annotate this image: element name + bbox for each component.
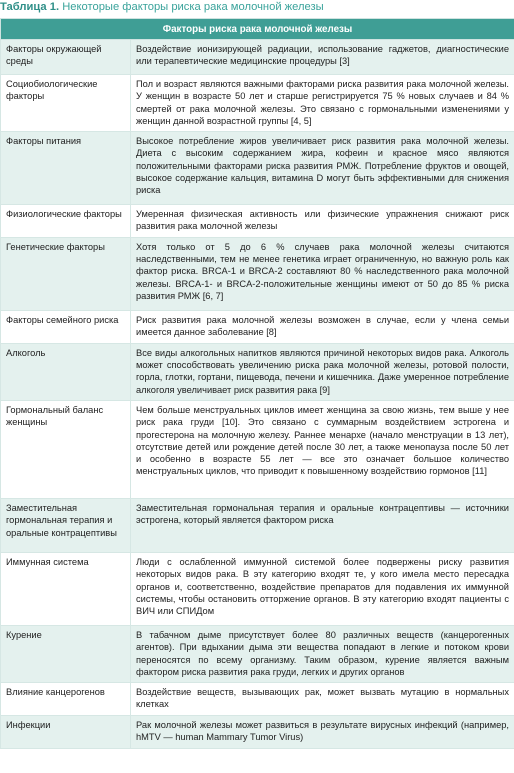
factor-cell: Гормональный баланс женщины <box>1 400 131 498</box>
factor-cell: Факторы питания <box>1 132 131 205</box>
description-cell: Умеренная физическая активность или физические упражнения снижают риск развития рака молочной железы <box>131 205 514 238</box>
table-row <box>1 205 514 238</box>
factor-cell: Инфекции <box>1 716 131 749</box>
description-cell: Воздействие веществ, вызывающих рак, может вызвать мутацию в нормальных клетках <box>131 683 514 716</box>
factor-cell: Факторы семейного риска <box>1 310 131 343</box>
factor-cell: Факторы окружающей среды <box>1 40 131 75</box>
description-cell: Воздействие ионизирующей радиации, использование гаджетов, диагностические или терапевтические медицинские процедуры [3] <box>131 40 514 75</box>
description-cell: Чем больше менструальных циклов имеет женщина за свою жизнь, тем выше у нее риск рака груди [10]. Это связано с суммарным воздействием эстрогена и прогестерона на молочную железу. Раннее менархе (начало менструации в 13 лет), отсутствие детей или рождение детей после 30 лет, а также менопауза после 50 лет и особенно в возрасте 55 лет — все это означает большое количество менструальных циклов, что приводит к повышенному воздействию гормонов [11] <box>131 400 514 498</box>
factor-cell: Заместительная гормональная терапия и оральные контрацептивы <box>1 498 131 552</box>
caption-text: Некоторые факторы риска рака молочной железы <box>62 1 324 13</box>
caption-label: Таблица 1. <box>0 1 60 13</box>
factor-cell: Иммунная система <box>1 552 131 625</box>
factor-cell: Влияние канцерогенов <box>1 683 131 716</box>
table-row <box>1 237 514 310</box>
factor-cell: Физиологические факторы <box>1 205 131 238</box>
description-cell: Пол и возраст являются важными факторами риска развития рака молочной железы. У женщин в возрасте 50 лет и старше регистрируется 75 % новых случаев и 84 % смертей от рака молочной железы. Это связано с гормональными изменениями у женщин данной возрастной группы [4, 5] <box>131 75 514 132</box>
table-row <box>1 552 514 625</box>
risk-factors-table <box>0 18 514 749</box>
factor-cell: Алкоголь <box>1 343 131 400</box>
table-row <box>1 498 514 552</box>
table-row <box>1 310 514 343</box>
table-row <box>1 40 514 75</box>
description-cell: Все виды алкогольных напитков являются причиной некоторых видов рака. Алкоголь может способствовать увеличению риска рака молочной железы, ротовой полости, горла, глотки, гортани, пищевода, печени и кишечника. Даже умеренное потребление алкоголя увеличивает риск развития рака [9] <box>131 343 514 400</box>
table-row <box>1 400 514 498</box>
table-row <box>1 343 514 400</box>
factor-cell: Генетические факторы <box>1 237 131 310</box>
description-cell: Хотя только от 5 до 6 % случаев рака молочной железы считаются наследственными, тем не менее генетика играет ограниченную, но важную роль как фактор риска. BRCA-1 и BRCA-2 составляют 80 % наследственного рака молочной железы. BRCA-1- и BRCA-2-положительные женщины имеют от 50 до 85 % риска развития РМЖ [6, 7] <box>131 237 514 310</box>
description-cell: Люди с ослабленной иммунной системой более подвержены риску развития некоторых видов рака. В эту категорию входят те, у кого имела место пересадка органов и, соответственно, воздействие препаратов для подавления их иммунной системы, чтобы остановить отторжение органов. В эту категорию входят пациенты с ВИЧ или СПИДом <box>131 552 514 625</box>
table-row <box>1 683 514 716</box>
description-cell: В табачном дыме присутствует более 80 различных веществ (канцерогенных агентов). При вдыхании дыма эти вещества попадают в легкие и потоком крови переносятся по всему организму. Таким образом, курение является важным фактором риска развития рака груди, легких и других органов <box>131 625 514 682</box>
table-row <box>1 625 514 682</box>
description-cell: Риск развития рака молочной железы возможен в случае, если у члена семьи имеется данное заболевание [8] <box>131 310 514 343</box>
table-row <box>1 716 514 749</box>
table-row <box>1 132 514 205</box>
table-caption <box>0 0 514 16</box>
table-row <box>1 75 514 132</box>
factor-cell: Социобиологические факторы <box>1 75 131 132</box>
description-cell: Заместительная гормональная терапия и оральные контрацептивы — источники эстрогена, который является фактором риска <box>131 498 514 552</box>
description-cell: Рак молочной железы может развиться в результате вирусных инфекций (например, hMTV — human Mammary Tumor Virus) <box>131 716 514 749</box>
table-header: Факторы риска рака молочной железы <box>1 19 514 40</box>
description-cell: Высокое потребление жиров увеличивает риск развития рака молочной железы. Диета с высоким содержанием жира, кофеин и красное мясо являются положительными факторами риска развития РМЖ. Потребление фруктов и овощей, высокое содержание кальция, витамина D могут быть эффективными для снижения риска <box>131 132 514 205</box>
factor-cell: Курение <box>1 625 131 682</box>
